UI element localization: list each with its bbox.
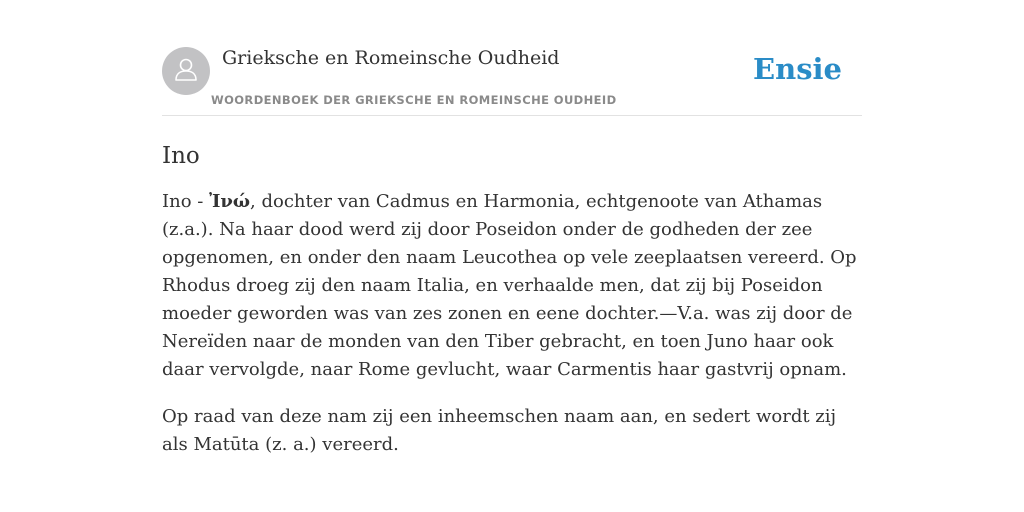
avatar[interactable] [162, 47, 210, 95]
brand-logo[interactable]: Ensie [753, 52, 842, 86]
entry-content [162, 188, 862, 459]
source-subtitle: WOORDENBOEK DER GRIEKSCHE EN ROMEINSCHE OUDHEID [211, 93, 617, 107]
greek-term: Ἰνώ [209, 191, 251, 212]
entry-paragraph: Op raad van deze nam zij een inheemschen naam aan, en sedert wordt zij als Matūta (z. a.) vereerd. [162, 406, 837, 455]
entry-lead: Ino - [162, 191, 210, 212]
page [162, 0, 862, 459]
user-icon [172, 55, 200, 88]
source-title[interactable]: Grieksche en Romeinsche Oudheid [222, 47, 560, 69]
entry-text: , dochter van Cadmus en Harmonia, echtgenoote van Athamas (z.a.). Na haar dood werd zij door Poseidon onder de godheden der zee opgenomen, en onder den naam Leucothea op vele zeeplaatsen vereerd. Op Rhodus droeg zij den naam Italia, en verhaalde men, dat zij bij Poseidon moeder geworden was van zes zonen en eene dochter.—V.a. was zij door de Nereïden naar de monden van den Tiber gebracht, en toen Juno haar ook daar vervolgde, naar Rome gevlucht, waar Carmentis haar gastvrij opnam. [162, 191, 857, 380]
entry-title: Ino [162, 143, 200, 169]
source-header [162, 46, 862, 116]
entry-paragraph [162, 188, 862, 384]
